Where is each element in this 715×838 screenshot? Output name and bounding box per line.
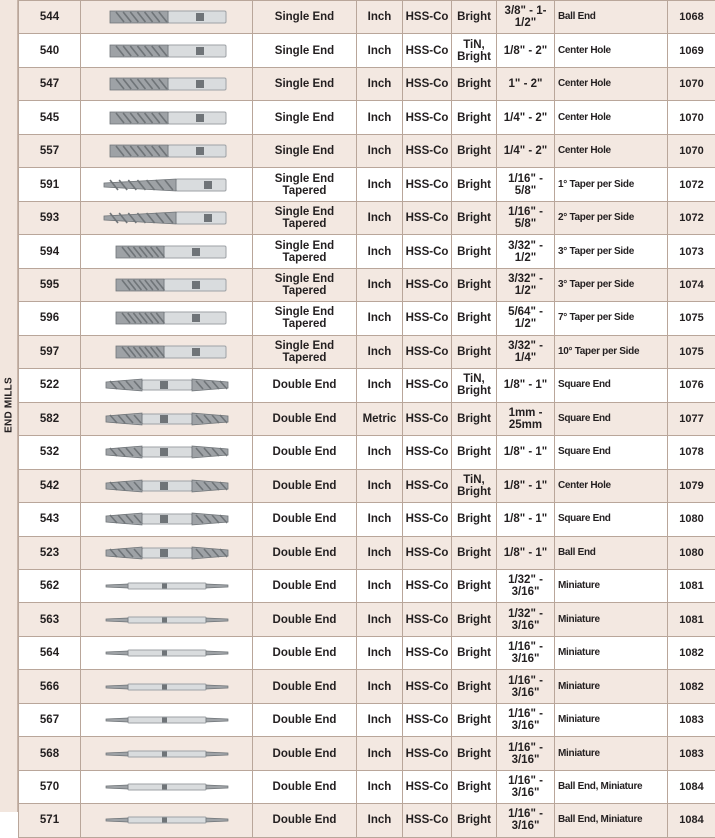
table-row: [19, 703, 715, 736]
finish-cell: TiN, Bright: [452, 469, 497, 502]
finish-cell: Bright: [452, 402, 497, 435]
page-number-cell: 1082: [668, 636, 715, 669]
notes-cell: Center Hole: [555, 101, 668, 134]
finish-cell: Bright: [452, 737, 497, 770]
tool-image-cell: [81, 670, 253, 703]
series-cell: 568: [19, 737, 81, 770]
size-range-cell: 1/16" - 3/16": [497, 770, 555, 803]
series-cell: 540: [19, 34, 81, 67]
series-cell: 593: [19, 201, 81, 234]
tool-image-cell: [81, 804, 253, 837]
size-range-cell: 1/32" - 3/16": [497, 603, 555, 636]
section-label: END MILLS: [4, 377, 15, 433]
type-cell: Single End: [253, 134, 357, 167]
type-cell: Single End: [253, 1, 357, 34]
material-cell: HSS-Co: [403, 268, 452, 301]
type-cell: Single End: [253, 101, 357, 134]
size-range-cell: 1/8" - 1": [497, 469, 555, 502]
finish-cell: TiN, Bright: [452, 34, 497, 67]
page-number-cell: 1084: [668, 770, 715, 803]
end-mill-tapered-icon: [102, 174, 232, 196]
table-row: [19, 67, 715, 100]
table-row: [19, 335, 715, 368]
type-cell: Double End: [253, 737, 357, 770]
series-cell: 557: [19, 134, 81, 167]
material-cell: HSS-Co: [403, 703, 452, 736]
notes-cell: Miniature: [555, 603, 668, 636]
series-cell: 544: [19, 1, 81, 34]
material-cell: HSS-Co: [403, 134, 452, 167]
size-range-cell: 1mm - 25mm: [497, 402, 555, 435]
material-cell: HSS-Co: [403, 603, 452, 636]
notes-cell: Miniature: [555, 636, 668, 669]
notes-cell: Square End: [555, 402, 668, 435]
series-cell: 542: [19, 469, 81, 502]
series-cell: 597: [19, 335, 81, 368]
end-mill-long-icon: [102, 6, 232, 28]
end-mill-double-icon: [102, 475, 232, 497]
table-row: [19, 436, 715, 469]
size-range-cell: 1/16" - 5/8": [497, 201, 555, 234]
end-mill-tapered-short-icon: [102, 307, 232, 329]
end-mill-mini-icon: [102, 743, 232, 765]
finish-cell: Bright: [452, 703, 497, 736]
series-cell: 591: [19, 168, 81, 201]
size-range-cell: 1/8" - 1": [497, 503, 555, 536]
units-cell: Inch: [357, 469, 403, 502]
series-cell: 570: [19, 770, 81, 803]
tool-image-cell: [81, 536, 253, 569]
material-cell: HSS-Co: [403, 402, 452, 435]
notes-cell: Ball End, Miniature: [555, 770, 668, 803]
type-cell: Double End: [253, 603, 357, 636]
finish-cell: Bright: [452, 134, 497, 167]
units-cell: Inch: [357, 670, 403, 703]
page-number-cell: 1083: [668, 703, 715, 736]
material-cell: HSS-Co: [403, 101, 452, 134]
page-number-cell: 1084: [668, 804, 715, 837]
page-number-cell: 1081: [668, 569, 715, 602]
size-range-cell: 3/32" - 1/2": [497, 235, 555, 268]
notes-cell: 2° Taper per Side: [555, 201, 668, 234]
size-range-cell: 1/16" - 3/16": [497, 804, 555, 837]
table-row: [19, 302, 715, 335]
notes-cell: Ball End, Miniature: [555, 804, 668, 837]
units-cell: Inch: [357, 603, 403, 636]
end-mill-long-icon: [102, 107, 232, 129]
material-cell: HSS-Co: [403, 636, 452, 669]
material-cell: HSS-Co: [403, 436, 452, 469]
type-cell: Single End Tapered: [253, 268, 357, 301]
table-row: [19, 503, 715, 536]
finish-cell: TiN, Bright: [452, 369, 497, 402]
notes-cell: Ball End: [555, 536, 668, 569]
table-row: [19, 101, 715, 134]
type-cell: Double End: [253, 369, 357, 402]
tool-image-cell: [81, 436, 253, 469]
finish-cell: Bright: [452, 804, 497, 837]
page-number-cell: 1077: [668, 402, 715, 435]
type-cell: Double End: [253, 770, 357, 803]
finish-cell: Bright: [452, 436, 497, 469]
table-row: [19, 402, 715, 435]
finish-cell: Bright: [452, 636, 497, 669]
type-cell: Single End Tapered: [253, 235, 357, 268]
table-row: [19, 168, 715, 201]
end-mill-mini-icon: [102, 676, 232, 698]
tool-image-cell: [81, 302, 253, 335]
type-cell: Single End Tapered: [253, 168, 357, 201]
page-number-cell: 1080: [668, 536, 715, 569]
units-cell: Inch: [357, 67, 403, 100]
series-cell: 564: [19, 636, 81, 669]
finish-cell: Bright: [452, 335, 497, 368]
units-cell: Inch: [357, 636, 403, 669]
end-mill-mini-icon: [102, 609, 232, 631]
material-cell: HSS-Co: [403, 34, 452, 67]
finish-cell: Bright: [452, 603, 497, 636]
page-number-cell: 1076: [668, 369, 715, 402]
page-number-cell: 1083: [668, 737, 715, 770]
series-cell: 571: [19, 804, 81, 837]
series-cell: 547: [19, 67, 81, 100]
size-range-cell: 1" - 2": [497, 67, 555, 100]
notes-cell: Miniature: [555, 737, 668, 770]
tool-image-cell: [81, 168, 253, 201]
size-range-cell: 1/32" - 3/16": [497, 569, 555, 602]
table-row: [19, 569, 715, 602]
type-cell: Single End: [253, 34, 357, 67]
product-table: [18, 0, 715, 838]
table-row: [19, 603, 715, 636]
type-cell: Double End: [253, 402, 357, 435]
size-range-cell: 1/16" - 3/16": [497, 703, 555, 736]
tool-image-cell: [81, 569, 253, 602]
page-number-cell: 1078: [668, 436, 715, 469]
notes-cell: Miniature: [555, 703, 668, 736]
tool-image-cell: [81, 235, 253, 268]
page-number-cell: 1073: [668, 235, 715, 268]
units-cell: Inch: [357, 503, 403, 536]
page-number-cell: 1070: [668, 67, 715, 100]
series-cell: 545: [19, 101, 81, 134]
units-cell: Inch: [357, 703, 403, 736]
type-cell: Double End: [253, 804, 357, 837]
page-number-cell: 1081: [668, 603, 715, 636]
page-number-cell: 1070: [668, 101, 715, 134]
finish-cell: Bright: [452, 67, 497, 100]
size-range-cell: 5/64" - 1/2": [497, 302, 555, 335]
material-cell: HSS-Co: [403, 670, 452, 703]
tool-image-cell: [81, 636, 253, 669]
finish-cell: Bright: [452, 770, 497, 803]
series-cell: 567: [19, 703, 81, 736]
series-cell: 582: [19, 402, 81, 435]
units-cell: Inch: [357, 1, 403, 34]
type-cell: Double End: [253, 703, 357, 736]
table-row: [19, 670, 715, 703]
units-cell: Inch: [357, 335, 403, 368]
tool-image-cell: [81, 201, 253, 234]
material-cell: HSS-Co: [403, 235, 452, 268]
units-cell: Inch: [357, 101, 403, 134]
finish-cell: Bright: [452, 201, 497, 234]
end-mill-tapered-short-icon: [102, 341, 232, 363]
material-cell: HSS-Co: [403, 1, 452, 34]
units-cell: Metric: [357, 402, 403, 435]
tool-image-cell: [81, 369, 253, 402]
tool-image-cell: [81, 469, 253, 502]
page-number-cell: 1069: [668, 34, 715, 67]
units-cell: Inch: [357, 436, 403, 469]
page-number-cell: 1072: [668, 168, 715, 201]
table-row: [19, 34, 715, 67]
units-cell: Inch: [357, 369, 403, 402]
series-cell: 543: [19, 503, 81, 536]
notes-cell: Miniature: [555, 569, 668, 602]
page-number-cell: 1079: [668, 469, 715, 502]
series-cell: 595: [19, 268, 81, 301]
size-range-cell: 3/32" - 1/4": [497, 335, 555, 368]
page-number-cell: 1070: [668, 134, 715, 167]
size-range-cell: 1/4" - 2": [497, 101, 555, 134]
tool-image-cell: [81, 134, 253, 167]
finish-cell: Bright: [452, 235, 497, 268]
end-mill-double-icon: [102, 408, 232, 430]
material-cell: HSS-Co: [403, 369, 452, 402]
finish-cell: Bright: [452, 503, 497, 536]
tool-image-cell: [81, 737, 253, 770]
units-cell: Inch: [357, 804, 403, 837]
type-cell: Single End Tapered: [253, 201, 357, 234]
units-cell: Inch: [357, 569, 403, 602]
finish-cell: Bright: [452, 302, 497, 335]
end-mill-long-icon: [102, 73, 232, 95]
notes-cell: 3° Taper per Side: [555, 235, 668, 268]
notes-cell: Square End: [555, 436, 668, 469]
series-cell: 596: [19, 302, 81, 335]
size-range-cell: 1/16" - 3/16": [497, 670, 555, 703]
tool-image-cell: [81, 402, 253, 435]
end-mill-mini-icon: [102, 575, 232, 597]
series-cell: 594: [19, 235, 81, 268]
notes-cell: Center Hole: [555, 469, 668, 502]
size-range-cell: 1/16" - 3/16": [497, 737, 555, 770]
finish-cell: Bright: [452, 670, 497, 703]
table-row: [19, 804, 715, 837]
end-mill-double-icon: [102, 508, 232, 530]
notes-cell: Center Hole: [555, 134, 668, 167]
type-cell: Single End Tapered: [253, 335, 357, 368]
type-cell: Double End: [253, 636, 357, 669]
units-cell: Inch: [357, 737, 403, 770]
page-number-cell: 1072: [668, 201, 715, 234]
type-cell: Double End: [253, 670, 357, 703]
size-range-cell: 1/8" - 1": [497, 536, 555, 569]
material-cell: HSS-Co: [403, 804, 452, 837]
material-cell: HSS-Co: [403, 770, 452, 803]
type-cell: Double End: [253, 436, 357, 469]
table-row: [19, 737, 715, 770]
end-mill-mini-icon: [102, 642, 232, 664]
finish-cell: Bright: [452, 536, 497, 569]
notes-cell: 7° Taper per Side: [555, 302, 668, 335]
table-row: [19, 770, 715, 803]
units-cell: Inch: [357, 134, 403, 167]
notes-cell: Ball End: [555, 1, 668, 34]
finish-cell: Bright: [452, 101, 497, 134]
series-cell: 562: [19, 569, 81, 602]
material-cell: HSS-Co: [403, 569, 452, 602]
series-cell: 523: [19, 536, 81, 569]
tool-image-cell: [81, 770, 253, 803]
size-range-cell: 1/16" - 3/16": [497, 636, 555, 669]
notes-cell: Square End: [555, 369, 668, 402]
type-cell: Double End: [253, 569, 357, 602]
series-cell: 563: [19, 603, 81, 636]
type-cell: Single End Tapered: [253, 302, 357, 335]
tool-image-cell: [81, 101, 253, 134]
finish-cell: Bright: [452, 168, 497, 201]
series-cell: 532: [19, 436, 81, 469]
units-cell: Inch: [357, 34, 403, 67]
tool-image-cell: [81, 703, 253, 736]
units-cell: Inch: [357, 302, 403, 335]
size-range-cell: 1/4" - 2": [497, 134, 555, 167]
table-row: [19, 369, 715, 402]
table-row: [19, 134, 715, 167]
tool-image-cell: [81, 603, 253, 636]
notes-cell: Miniature: [555, 670, 668, 703]
tool-image-cell: [81, 503, 253, 536]
tool-image-cell: [81, 268, 253, 301]
units-cell: Inch: [357, 268, 403, 301]
material-cell: HSS-Co: [403, 737, 452, 770]
tool-image-cell: [81, 335, 253, 368]
type-cell: Double End: [253, 503, 357, 536]
page-number-cell: 1068: [668, 1, 715, 34]
end-mill-long-icon: [102, 140, 232, 162]
type-cell: Double End: [253, 536, 357, 569]
end-mill-mini-icon: [102, 709, 232, 731]
table-row: [19, 1, 715, 34]
size-range-cell: 1/16" - 5/8": [497, 168, 555, 201]
end-mill-double-icon: [102, 542, 232, 564]
page-number-cell: 1082: [668, 670, 715, 703]
series-cell: 522: [19, 369, 81, 402]
material-cell: HSS-Co: [403, 201, 452, 234]
notes-cell: 1° Taper per Side: [555, 168, 668, 201]
tool-image-cell: [81, 1, 253, 34]
section-sidebar: [0, 0, 18, 812]
tool-image-cell: [81, 67, 253, 100]
finish-cell: Bright: [452, 1, 497, 34]
material-cell: HSS-Co: [403, 168, 452, 201]
table-row: [19, 268, 715, 301]
size-range-cell: 3/32" - 1/2": [497, 268, 555, 301]
page-number-cell: 1075: [668, 335, 715, 368]
table-row: [19, 201, 715, 234]
size-range-cell: 3/8" - 1-1/2": [497, 1, 555, 34]
end-mill-tapered-short-icon: [102, 274, 232, 296]
table-row: [19, 235, 715, 268]
units-cell: Inch: [357, 201, 403, 234]
notes-cell: Center Hole: [555, 67, 668, 100]
size-range-cell: 1/8" - 1": [497, 369, 555, 402]
page-number-cell: 1074: [668, 268, 715, 301]
finish-cell: Bright: [452, 569, 497, 602]
type-cell: Double End: [253, 469, 357, 502]
finish-cell: Bright: [452, 268, 497, 301]
material-cell: HSS-Co: [403, 503, 452, 536]
end-mill-tapered-short-icon: [102, 241, 232, 263]
page-number-cell: 1075: [668, 302, 715, 335]
series-cell: 566: [19, 670, 81, 703]
material-cell: HSS-Co: [403, 536, 452, 569]
size-range-cell: 1/8" - 1": [497, 436, 555, 469]
end-mill-long-icon: [102, 40, 232, 62]
notes-cell: 10° Taper per Side: [555, 335, 668, 368]
units-cell: Inch: [357, 235, 403, 268]
table-row: [19, 469, 715, 502]
end-mill-double-icon: [102, 374, 232, 396]
units-cell: Inch: [357, 770, 403, 803]
end-mill-mini-icon: [102, 809, 232, 831]
material-cell: HSS-Co: [403, 302, 452, 335]
material-cell: HSS-Co: [403, 469, 452, 502]
end-mill-mini-icon: [102, 776, 232, 798]
table-row: [19, 636, 715, 669]
notes-cell: Square End: [555, 503, 668, 536]
size-range-cell: 1/8" - 2": [497, 34, 555, 67]
type-cell: Single End: [253, 67, 357, 100]
units-cell: Inch: [357, 168, 403, 201]
end-mill-double-icon: [102, 441, 232, 463]
end-mill-tapered-icon: [102, 207, 232, 229]
units-cell: Inch: [357, 536, 403, 569]
material-cell: HSS-Co: [403, 67, 452, 100]
page-number-cell: 1080: [668, 503, 715, 536]
table-row: [19, 536, 715, 569]
notes-cell: 3° Taper per Side: [555, 268, 668, 301]
material-cell: HSS-Co: [403, 335, 452, 368]
tool-image-cell: [81, 34, 253, 67]
notes-cell: Center Hole: [555, 34, 668, 67]
